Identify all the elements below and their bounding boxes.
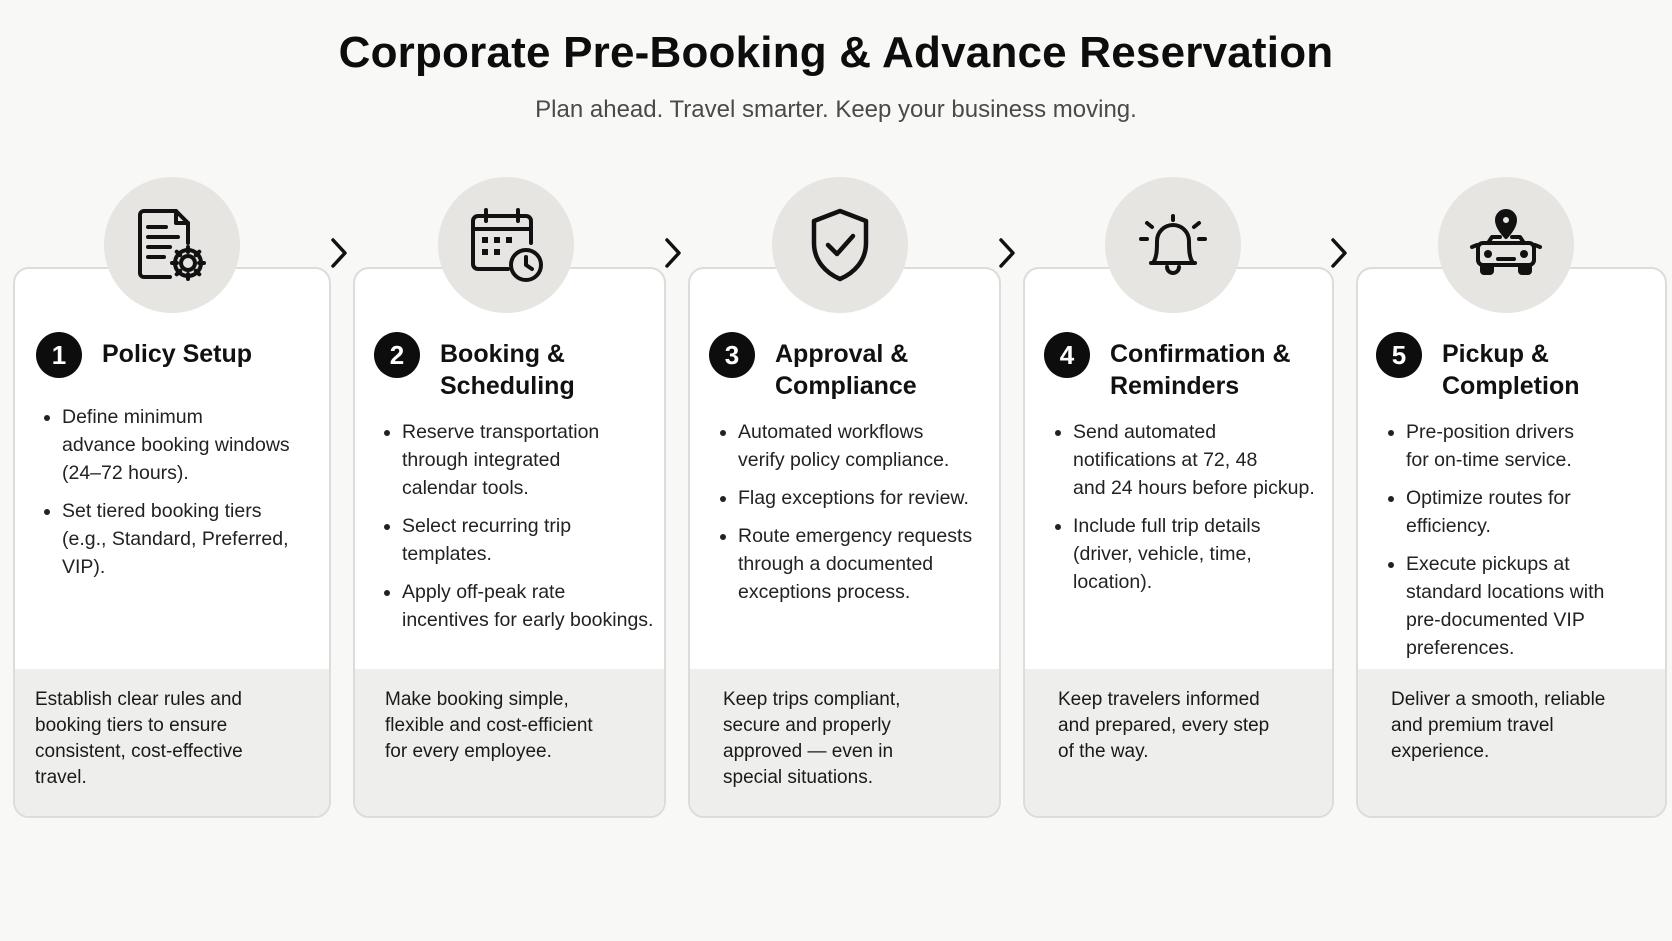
- step-bullets-3: [718, 418, 1000, 616]
- shield-check-icon: [798, 203, 882, 287]
- step-header-4: [1044, 332, 1291, 402]
- list-item: Execute pickups at standard locations with pre-documented VIP preferences.: [1386, 550, 1666, 662]
- list-item: Send automated notifications at 72, 48 and 24 hours before pickup.: [1053, 418, 1338, 502]
- step-summary-text: Deliver a smooth, reliable and premium travel experience.: [1391, 689, 1606, 762]
- step-summary-1: [15, 669, 329, 816]
- step-number-badge: 4: [1044, 332, 1090, 378]
- step-title: Policy Setup: [102, 340, 253, 368]
- calendar-clock-icon: [464, 203, 548, 287]
- step-number-badge: 1: [36, 332, 82, 378]
- step-summary-5: [1358, 669, 1665, 816]
- bell-icon: [1131, 203, 1215, 287]
- list-item: Define minimum advance booking windows (24–72 hours).: [42, 403, 322, 487]
- list-item: Pre-position drivers for on-time service.: [1386, 418, 1666, 474]
- step-summary-text: Keep travelers informed and prepared, every step of the way.: [1058, 689, 1270, 762]
- step-header-2: [374, 332, 575, 402]
- step-bullets-2: [382, 418, 664, 644]
- car-location-pin-icon: [1464, 203, 1548, 287]
- step-title: Pickup & Completion: [1442, 340, 1580, 400]
- step-title: Approval & Compliance: [775, 340, 917, 400]
- step-number-badge: 5: [1376, 332, 1422, 378]
- step-bullets-1: [42, 403, 322, 591]
- step-bullets-5: [1386, 418, 1666, 672]
- step-header-5: [1376, 332, 1580, 402]
- step-header-3: [709, 332, 917, 402]
- step-title: Confirmation & Reminders: [1110, 340, 1291, 400]
- step-title: Booking & Scheduling: [440, 340, 575, 400]
- chevron-right-icon: [328, 236, 350, 270]
- page-title: Corporate Pre-Booking & Advance Reservation: [338, 28, 1334, 77]
- chevron-right-icon: [1328, 236, 1350, 270]
- chevron-right-icon: [662, 236, 684, 270]
- step-summary-text: Keep trips compliant, secure and properly approved — even in special situations.: [723, 689, 901, 788]
- step-icon-circle-1: [104, 177, 240, 313]
- step-summary-text: Make booking simple, flexible and cost-efficient for every employee.: [385, 689, 593, 762]
- list-item: Automated workflows verify policy compliance.: [718, 418, 1000, 474]
- step-header-1: [36, 332, 252, 378]
- list-item: Include full trip details (driver, vehicle, time, location).: [1053, 512, 1338, 596]
- step-summary-3: [690, 669, 999, 816]
- step-number-badge: 2: [374, 332, 420, 378]
- step-icon-circle-5: [1438, 177, 1574, 313]
- step-bullets-4: [1053, 418, 1338, 606]
- step-summary-4: [1025, 669, 1332, 816]
- document-gear-icon: [130, 203, 214, 287]
- step-summary-2: [355, 669, 664, 816]
- step-icon-circle-3: [772, 177, 908, 313]
- list-item: Optimize routes for efficiency.: [1386, 484, 1666, 540]
- step-number-badge: 3: [709, 332, 755, 378]
- step-summary-text: Establish clear rules and booking tiers to ensure consistent, cost-effective travel.: [35, 689, 243, 788]
- step-icon-circle-4: [1105, 177, 1241, 313]
- list-item: Apply off-peak rate incentives for early bookings.: [382, 578, 664, 634]
- page-subtitle: Plan ahead. Travel smarter. Keep your business moving.: [535, 96, 1137, 123]
- list-item: Route emergency requests through a documented exceptions process.: [718, 522, 1000, 606]
- list-item: Select recurring trip templates.: [382, 512, 664, 568]
- list-item: Flag exceptions for review.: [718, 484, 1000, 512]
- list-item: Set tiered booking tiers (e.g., Standard, Preferred, VIP).: [42, 497, 322, 581]
- list-item: Reserve transportation through integrated calendar tools.: [382, 418, 664, 502]
- chevron-right-icon: [996, 236, 1018, 270]
- step-icon-circle-2: [438, 177, 574, 313]
